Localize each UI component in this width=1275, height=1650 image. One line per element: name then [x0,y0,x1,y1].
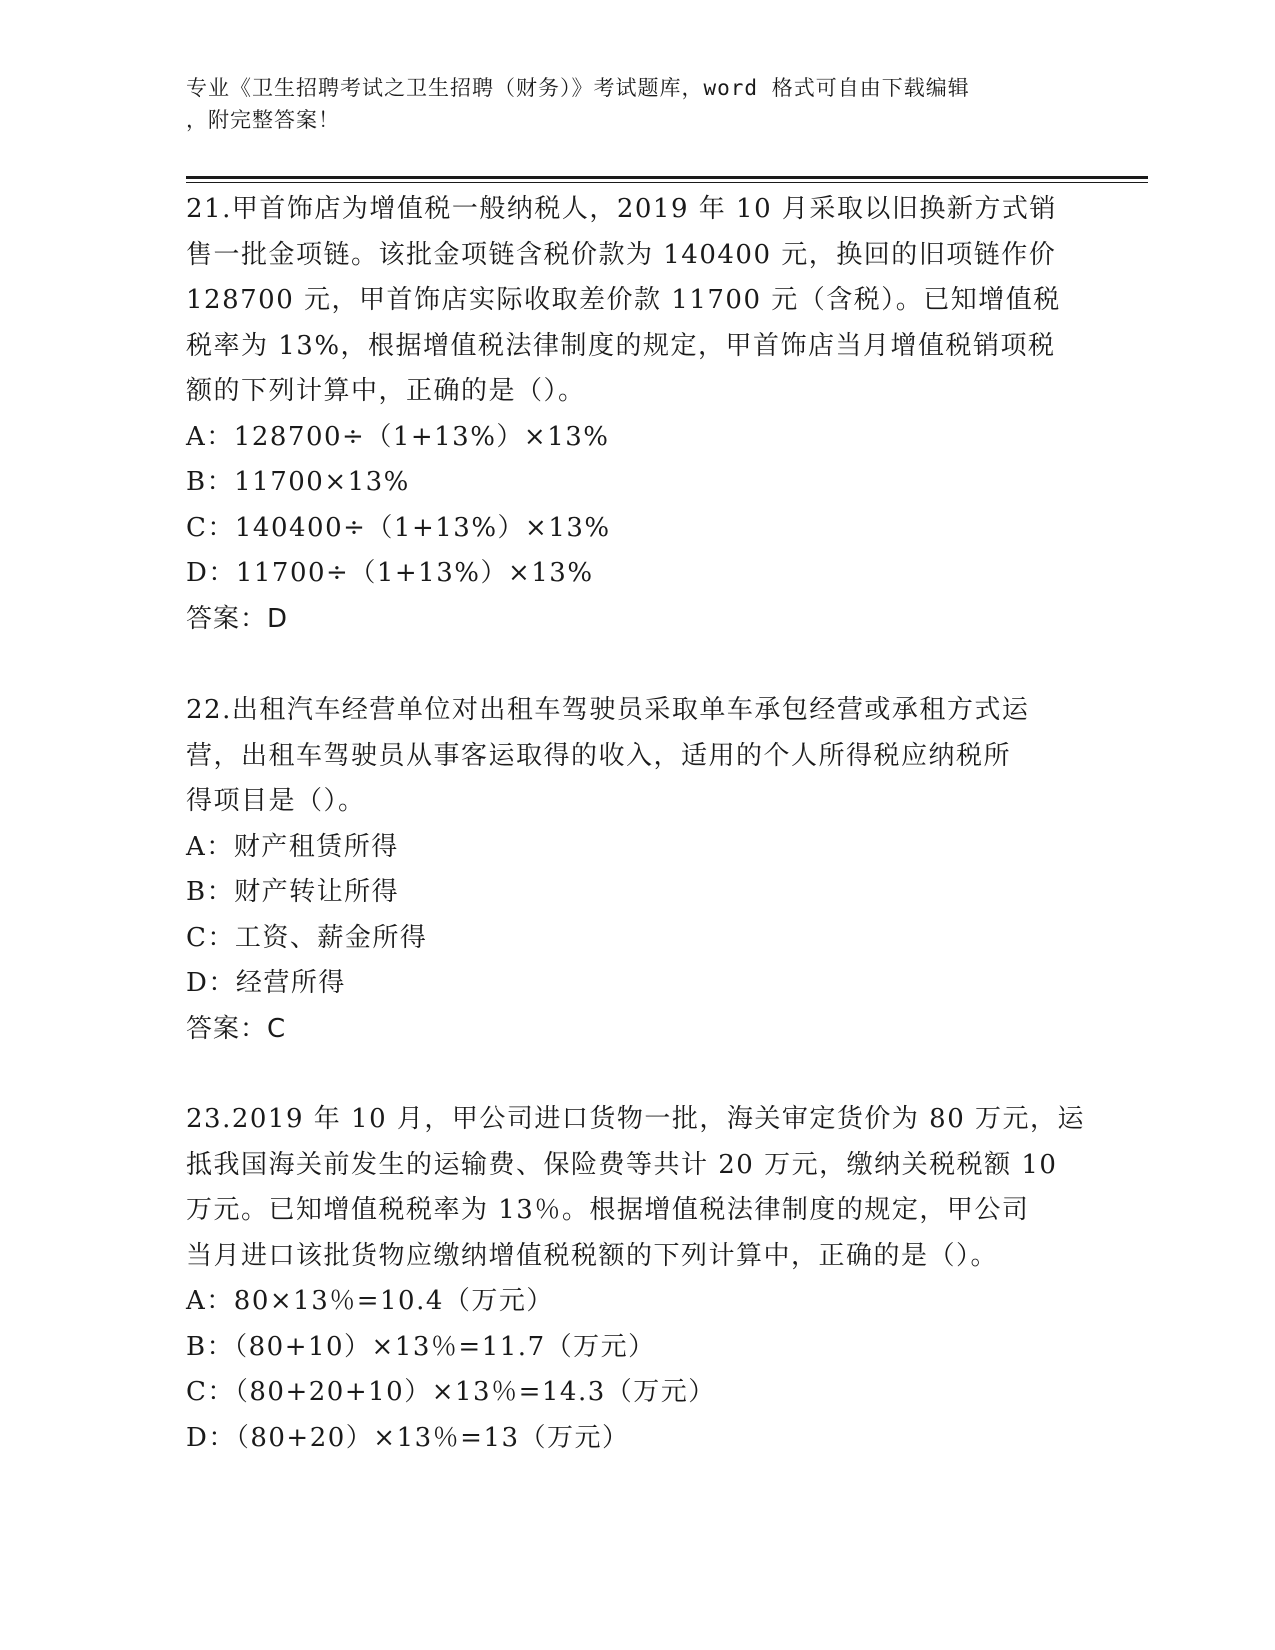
option-c: C：工资、薪金所得 [186,922,428,953]
header-divider-thin [186,182,1148,183]
question-text-line: 售一批金项链。该批金项链含税价款为 140400 元，换回的旧项链作价 [186,239,1057,270]
question-21 [186,187,1086,642]
question-text-line: 23.2019 年 10 月，甲公司进口货物一批，海关审定货价为 80 万元，运 [186,1104,1086,1134]
answer-label: 答案：D [186,603,289,634]
header-line-2: ，附完整答案！ [186,108,340,132]
option-a: A：财产租赁所得 [186,831,399,862]
option-d: D：（80+20）×13％=13（万元） [186,1422,630,1453]
option-b: B：11700×13% [186,467,410,497]
option-c: C：140400÷（1+13%）×13% [186,512,611,543]
question-text-line: 营，出租车驾驶员从事客运取得的收入，适用的个人所得税应纳税所 [186,740,1012,771]
question-text-line: 额的下列计算中，正确的是（）。 [186,376,586,406]
option-b: B：财产转让所得 [186,877,400,907]
header-line-1: 专业《卫生招聘考试之卫生招聘（财务）》考试题库，word 格式可自由下载编辑 [186,76,970,100]
question-text-line: 税率为 13%，根据增值税法律制度的规定，甲首饰店当月增值税销项税 [186,330,1056,361]
question-text-line: 21.甲首饰店为增值税一般纳税人，2019 年 10 月采取以旧换新方式销 [186,194,1057,224]
option-c: C：（80+20+10）×13％=14.3（万元） [186,1377,716,1407]
question-text-line: 万元。已知增值税税率为 13％。根据增值税法律制度的规定，甲公司 [186,1195,1030,1225]
answer-label: 答案：C [186,1013,287,1044]
question-22 [186,688,1086,1052]
option-b: B：（80+10）×13％=11.7（万元） [186,1331,656,1362]
option-a: A：128700÷（1+13%）×13% [186,421,610,452]
option-d: D：经营所得 [186,968,346,998]
question-text-line: 抵我国海关前发生的运输费、保险费等共计 20 万元，缴纳关税税额 10 [186,1149,1058,1180]
option-d: D：11700÷（1+13%）×13% [186,558,594,588]
question-text-line: 得项目是（）。 [186,786,366,816]
question-text-line: 22.出租汽车经营单位对出租车驾驶员采取单车承包经营或承租方式运 [186,695,1030,725]
question-text-line: 当月进口该批货物应缴纳增值税税额的下列计算中，正确的是（）。 [186,1240,999,1271]
question-text-line: 128700 元，甲首饰店实际收取差价款 11700 元（含税）。已知增值税 [186,285,1061,315]
header-divider-thick [186,176,1148,179]
option-a: A：80×13％=10.4（万元） [186,1286,554,1316]
document-header [186,72,1086,136]
question-23 [186,1097,1086,1461]
